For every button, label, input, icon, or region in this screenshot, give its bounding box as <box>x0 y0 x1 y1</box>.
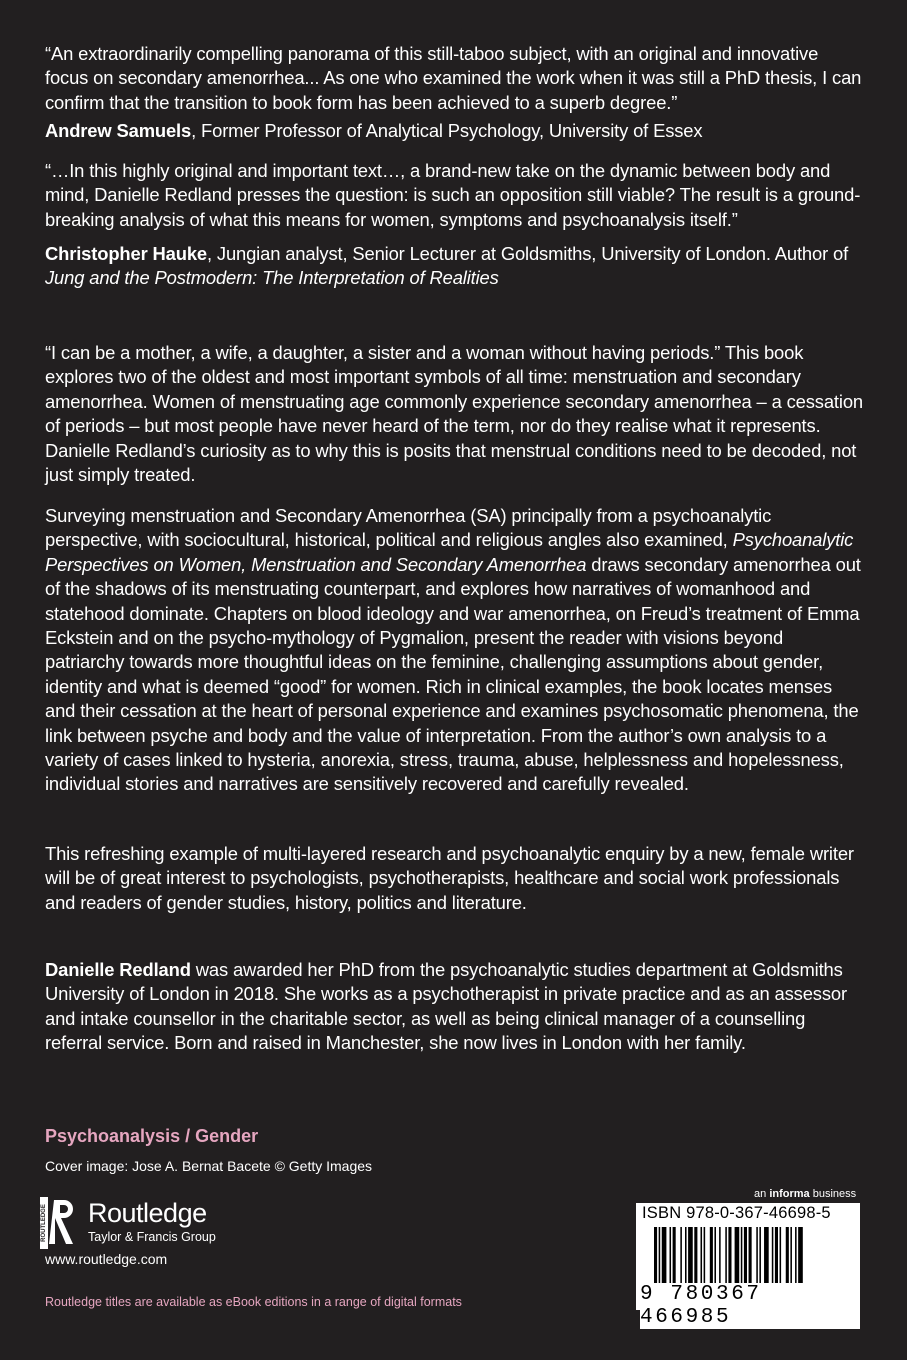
blurb-p3-text: This refreshing example of multi-layered research and psychoanalytic enquiry by a new, female writer will be of great interest to psychologists, psychotherapists, healthcare and social work professionals and readers of gender studies, history, politics and literature. <box>45 843 854 913</box>
routledge-logo <box>40 1196 240 1251</box>
blurb-p2-body: draws secondary amenorrhea out of the shadows of its menstruating counterpart, and explores how narratives of womanhood and statehood dominate. Chapters on blood ideology and war amenorrhea, on Freud’s treatment of Emma Eckstein and on the psycho-mythology of Pygmalion, present the reader with visions beyond patriarchy towards more thoughtful ideas on the feminine, challenging assumptions about gender, identity and what is deemed “good” for women. Rich in clinical examples, the book locates menses and their cessation at the heart of personal experience and examines psychosomatic phenomena, the link between psyche and body and the value of interpretation. From the author’s own analysis to a variety of cases linked to hysteria, anorexia, stress, trauma, abuse, helplessness and hopelessness, individual stories and narratives are sensitively recovered and carefully revealed. <box>45 553 861 795</box>
blurb-paragraph-3 <box>45 842 863 915</box>
author-bio <box>45 958 863 1056</box>
routledge-name: Routledge <box>88 1198 207 1228</box>
quote-1-author: Andrew Samuels <box>45 120 192 141</box>
publisher-url[interactable]: www.routledge.com <box>45 1251 168 1267</box>
barcode-bar <box>735 1227 740 1285</box>
barcode-bar <box>662 1227 667 1285</box>
quote-2-role: , Jungian analyst, Senior Lecturer at Goldsmiths, University of London. Author of <box>206 243 849 264</box>
barcode-bar <box>680 1227 682 1285</box>
author-bio-text: was awarded her PhD from the psychoanalytic studies department at Goldsmiths University of London in 2018. She works as a psychotherapist in private practice and as an assessor and intake counsellor in the charitable sector, as well as being clinical manager of a counselling referral service. Born and raised in Manchester, she now lives in London with her family. <box>45 959 847 1054</box>
quote-2-author: Christopher Hauke <box>45 243 207 264</box>
barcode-bar <box>764 1227 769 1285</box>
ebook-note: Routledge titles are available as eBook editions in a range of digital formats <box>45 1295 462 1309</box>
barcode-bar <box>704 1227 706 1285</box>
informa-prefix: an <box>754 1188 767 1200</box>
quote-1-text: “An extraordinarily compelling panorama of this still-taboo subject, with an original and innovative focus on secondary amenorrhea... As one who examined the work when it was still a PhD thesis, I can confirm that the transition to book form has been achieved to a superb degree.” <box>45 43 862 113</box>
blurb-p2-lead: Surveying menstruation and Secondary Amenorrhea (SA) principally from a psychoanalytic perspective, with sociocultural, historical, political and religious angles also examined, <box>45 505 772 551</box>
endorsement-2-attribution <box>45 242 885 291</box>
blurb-paragraph-1 <box>45 341 863 487</box>
barcode-bar <box>710 1227 713 1285</box>
barcode-bar <box>749 1227 752 1285</box>
barcode-bar <box>685 1227 687 1285</box>
endorsement-1-attribution <box>45 119 885 143</box>
informa-suffix: business <box>812 1188 857 1200</box>
endorsement-quote-1 <box>45 42 863 115</box>
barcode-bar <box>756 1227 758 1285</box>
barcode-digits: 9 780367 466985 <box>640 1283 860 1329</box>
isbn-label: ISBN 978-0-367-46698-5 <box>642 1204 831 1222</box>
subject-category: Psychoanalysis / Gender <box>45 1126 259 1146</box>
barcode-bar <box>673 1227 676 1285</box>
informa-business-label <box>754 1188 856 1200</box>
routledge-r-icon <box>40 1196 84 1251</box>
isbn-barcode <box>636 1203 860 1329</box>
barcode-bar <box>775 1227 778 1285</box>
barcode-bar <box>701 1227 703 1285</box>
barcode-bar <box>694 1227 697 1285</box>
barcode-bar <box>741 1227 743 1285</box>
barcode-bar <box>790 1227 792 1285</box>
barcode-bar <box>670 1227 672 1285</box>
cover-image-credit: Cover image: Jose A. Bernat Bacete © Getty Images <box>45 1158 373 1174</box>
barcode-bar <box>786 1227 789 1285</box>
barcode-bar <box>795 1227 797 1285</box>
author-name: Danielle Redland <box>45 959 191 980</box>
book-title: Psychoanalytic Perspectives on Women, Menstruation and Secondary Amenorrhea <box>45 529 854 575</box>
barcode-bar <box>688 1227 693 1285</box>
barcode-bar <box>780 1227 782 1285</box>
routledge-spine-text: ROUTLEDGE <box>41 1204 47 1242</box>
barcode-bar <box>759 1227 761 1285</box>
barcode-bar <box>772 1227 774 1285</box>
informa-brand: informa <box>769 1188 810 1200</box>
barcode-bar <box>719 1227 721 1285</box>
barcode-bar <box>744 1227 747 1285</box>
quote-1-role: , Former Professor of Analytical Psychology, University of Essex <box>191 120 703 141</box>
quote-2-text: “…In this highly original and important text…, a brand-new take on the dynamic between body and mind, Danielle Redland presses the question: is such an opposition still viable? The result is a ground-breaking analysis of what this means for women, symptoms and psychoanalysis itself.” <box>45 160 861 230</box>
quote-2-book-title: Jung and the Postmodern: The Interpretation of Realities <box>45 267 499 289</box>
taylor-francis-group: Taylor & Francis Group <box>88 1230 216 1244</box>
blurb-paragraph-2 <box>45 504 863 797</box>
barcode-bar <box>714 1227 716 1285</box>
blurb-p1-text: “I can be a mother, a wife, a daughter, a sister and a woman without having periods.” This book explores two of the oldest and most important symbols of all time: menstruation and secondary amenorrhea. Women of menstruating age commonly experience secondary amenorrhea – a cessation of periods – but most people have never heard of the term, nor do they realise what it represents. Danielle Redland’s curiosity as to why this is posits that menstrual conditions need to be decoded, not just simply treated. <box>45 342 863 486</box>
barcode-bar <box>725 1227 727 1285</box>
endorsement-quote-2 <box>45 159 863 232</box>
